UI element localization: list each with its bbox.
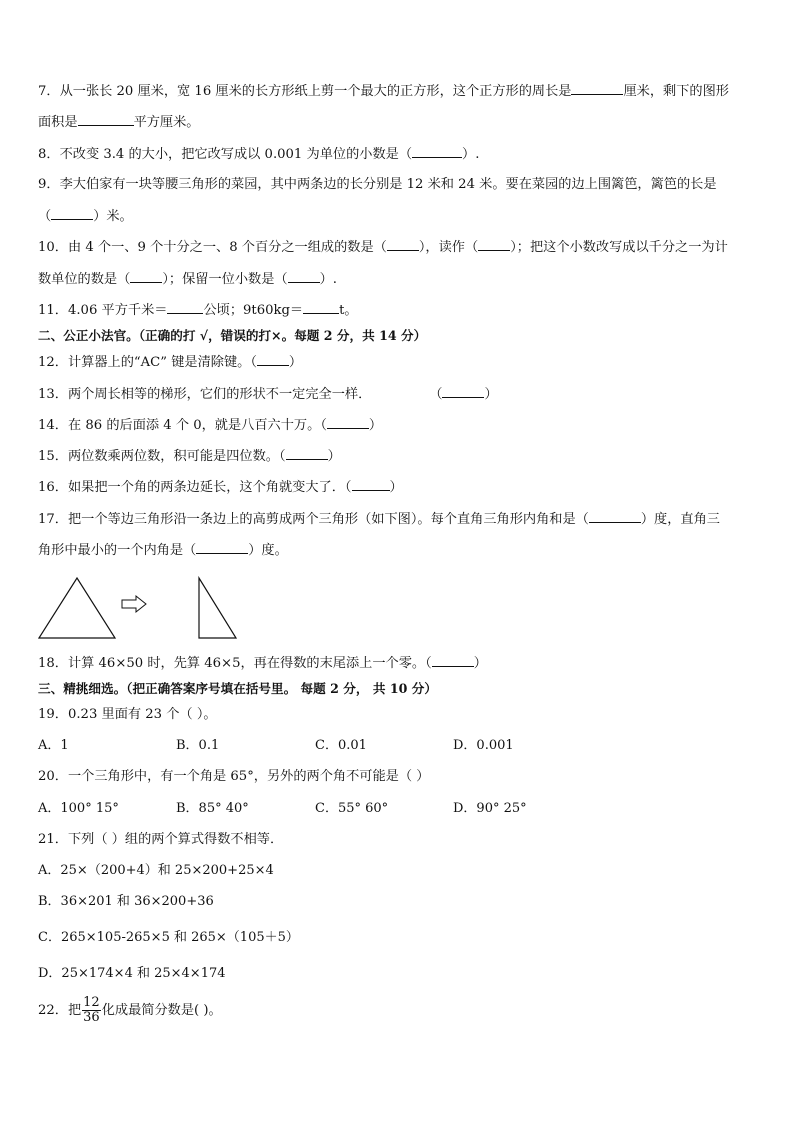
question-13: 13．两个周长相等的梯形，它们的形状不一定完全一样． （ ） (38, 387, 498, 402)
answer-blank[interactable] (352, 478, 390, 491)
question-12: 12．计算器上的“AC” 键是清除键。（ ） (38, 355, 303, 370)
answer-blank[interactable] (327, 416, 369, 429)
triangle-cut-figure (38, 573, 248, 643)
option-b[interactable]: B．0.1 (176, 738, 220, 753)
answer-blank[interactable] (412, 145, 462, 158)
option-a[interactable]: A．1 (38, 738, 69, 753)
option-b[interactable]: B．85° 40° (176, 801, 249, 816)
answer-blank[interactable] (288, 270, 320, 283)
question-17-line-2: 角形中最小的一个内角是（ ）度。 (38, 543, 288, 558)
question-10-line-2: 数单位的数是（ ）；保留一位小数是（ ）. (38, 272, 337, 287)
answer-blank[interactable] (387, 238, 419, 251)
equilateral-triangle (39, 578, 115, 638)
question-11: 11．4.06 平方千米＝ 公顷；9t60kg＝ t。 (38, 303, 358, 318)
answer-blank[interactable] (130, 270, 162, 283)
question-7-line-2: 面积是 平方厘米。 (38, 115, 200, 130)
section-3-heading: 三、精挑细选。（把正确答案序号填在括号里。 每题 2 分， 共 10 分） (38, 681, 437, 696)
section-2-heading: 二、公正小法官。（正确的打 √，错误的打×。每题 2 分，共 14 分） (38, 328, 427, 343)
answer-blank[interactable] (303, 301, 339, 314)
fraction: $\frac{12}{36}$ (83, 995, 100, 1025)
answer-blank[interactable] (196, 541, 248, 554)
answer-blank[interactable] (571, 82, 623, 95)
answer-blank[interactable] (478, 238, 510, 251)
question-10-line-1: 10．由 4 个一、9 个十分之一、8 个百分之一组成的数是（ ），读作（ ）；把这个小数改写成以千分之一为计 (38, 240, 728, 255)
answer-blank[interactable] (432, 654, 474, 667)
question-18: 18．计算 46×50 时，先算 46×5，再在得数的末尾添上一个零。（ ） (38, 656, 487, 671)
option-a[interactable]: A．25×（200+4）和 25×200+25×4 (38, 863, 274, 878)
question-22: 22．把 $\frac{12}{36}$ 化成最简分数是( )。 (38, 995, 222, 1025)
question-9-line-2: （ ）米。 (38, 209, 133, 224)
right-triangle (199, 578, 236, 638)
question-14: 14．在 86 的后面添 4 个 0，就是八百六十万。（ ） (38, 418, 383, 433)
question-15: 15．两位数乘两位数，积可能是四位数。（ ） (38, 449, 341, 464)
question-16: 16．如果把一个角的两条边延长，这个角就变大了．（ ） (38, 480, 403, 495)
question-8: 8．不改变 3.4 的大小，把它改写成以 0.001 为单位的小数是（ ）. (38, 147, 480, 162)
question-7-line-1: 7．从一张长 20 厘米，宽 16 厘米的长方形纸上剪一个最大的正方形，这个正方形的周长是 厘米，剩下的图形 (38, 84, 729, 99)
question-20: 20．一个三角形中，有一个角是 65°，另外的两个角不可能是（ ） (38, 769, 430, 784)
question-19: 19．0.23 里面有 23 个（ ）。 (38, 707, 217, 722)
option-c[interactable]: C．0.01 (315, 738, 367, 753)
option-d[interactable]: D．0.001 (453, 738, 514, 753)
option-b[interactable]: B．36×201 和 36×200+36 (38, 894, 214, 909)
question-17-line-1: 17．把一个等边三角形沿一条边上的高剪成两个三角形（如下图）。每个直角三角形内角和是（ ）度，直角三 (38, 512, 720, 527)
answer-blank[interactable] (167, 301, 203, 314)
arrow-right-icon (122, 596, 146, 612)
answer-blank[interactable] (51, 207, 93, 220)
answer-blank[interactable] (257, 353, 289, 366)
answer-blank[interactable] (286, 447, 328, 460)
answer-blank[interactable] (442, 385, 484, 398)
option-d[interactable]: D．90° 25° (453, 801, 527, 816)
question-9-line-1: 9．李大伯家有一块等腰三角形的菜园，其中两条边的长分别是 12 米和 24 米。要在菜园的边上围篱笆，篱笆的长是 (38, 177, 717, 192)
option-c[interactable]: C．55° 60° (315, 801, 389, 816)
option-d[interactable]: D．25×174×4 和 25×4×174 (38, 966, 226, 981)
option-c[interactable]: C．265×105-265×5 和 265×（105＋5） (38, 930, 299, 945)
answer-blank[interactable] (78, 113, 134, 126)
answer-blank[interactable] (589, 510, 641, 523)
option-a[interactable]: A．100° 15° (38, 801, 119, 816)
question-21: 21．下列（ ）组的两个算式得数不相等． (38, 832, 284, 847)
